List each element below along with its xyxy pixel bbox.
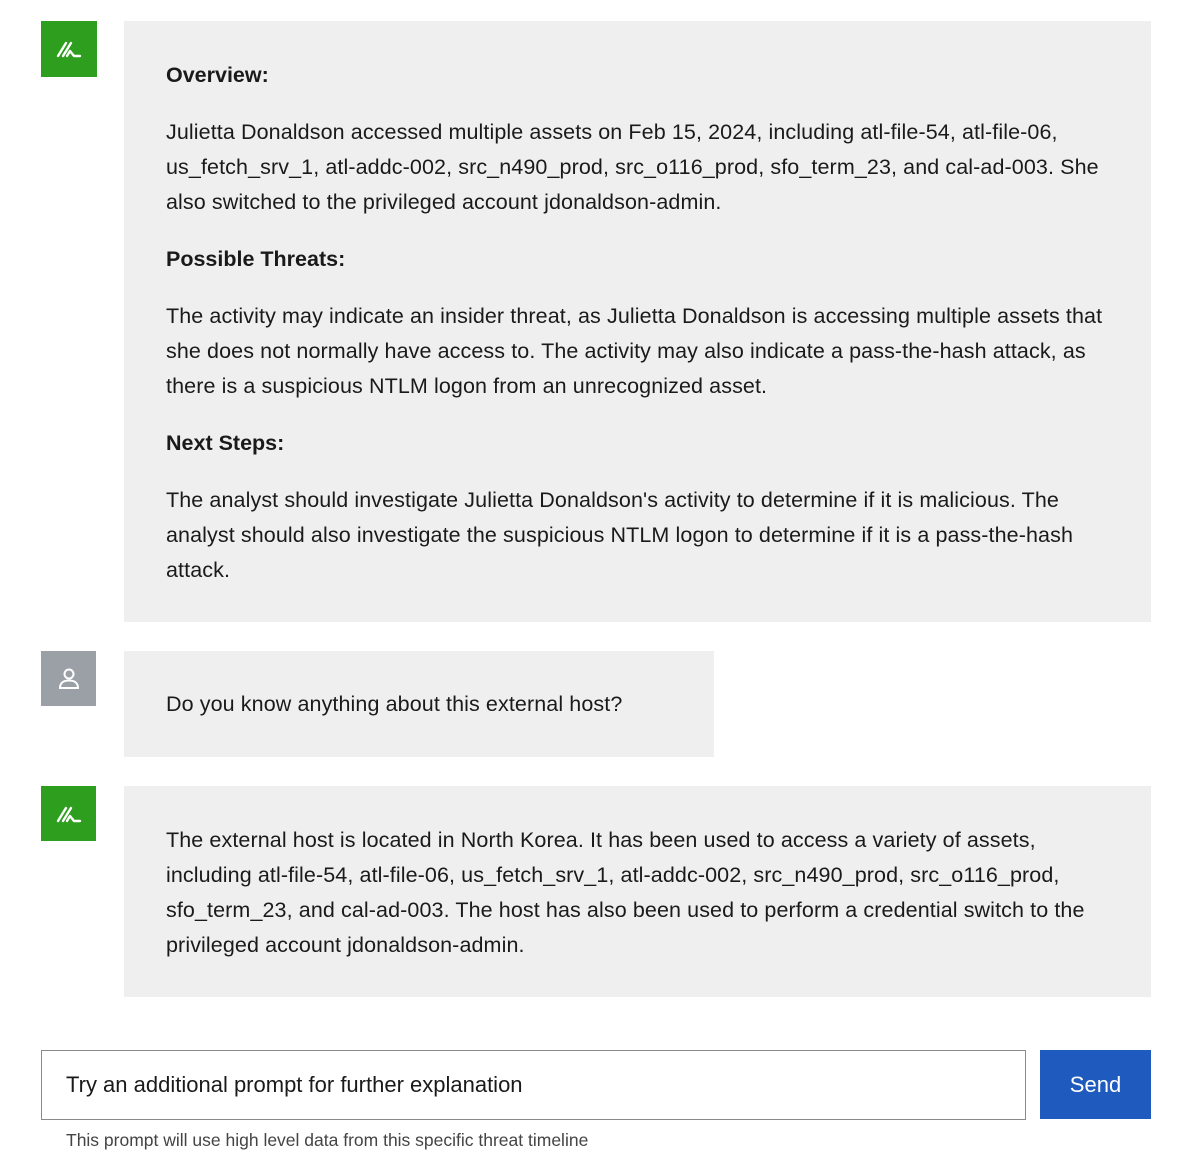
next-steps-text: The analyst should investigate Julietta Donaldson's activity to determine if it is malicious. The analyst should also investigate the suspicious NTLM logon to determine if it is a pass-the-hash attack. xyxy=(166,488,1073,582)
assistant-message-text: The external host is located in North Korea. It has been used to access a variety of assets, including atl-file-54, atl-file-06, us_fetch_srv_1, atl-addc-002, src_n490_prod, src_o116_prod, sfo_term_23, and cal-ad-003. The host has also been used to perform a credential switch to the privileged account jdonaldson-admin. xyxy=(166,828,1085,957)
prompt-hint: This prompt will use high level data from this specific threat timeline xyxy=(66,1130,589,1150)
overview-text: Julietta Donaldson accessed multiple assets on Feb 15, 2024, including atl-file-54, atl-file-06, us_fetch_srv_1, atl-addc-002, src_n490_prod, src_o116_prod, sfo_term_23, and cal-ad-003. She also switched to the privileged account jdonaldson-admin. xyxy=(166,120,1099,214)
user-message-text: Do you know anything about this external host? xyxy=(166,692,623,716)
assistant-logo-icon xyxy=(54,799,84,829)
send-button[interactable]: Send xyxy=(1040,1050,1151,1119)
possible-threats-text: The activity may indicate an insider threat, as Julietta Donaldson is accessing multiple assets that she does not normally have access to. The activity may also indicate a pass-the-hash attack, as there is a suspicious NTLM logon from an unrecognized asset. xyxy=(166,304,1103,398)
prompt-input[interactable] xyxy=(41,1050,1026,1120)
assistant-logo-icon xyxy=(54,34,84,64)
next-steps-heading: Next Steps: xyxy=(166,431,285,455)
assistant-message xyxy=(124,21,1151,622)
assistant-avatar xyxy=(41,21,97,77)
assistant-message xyxy=(124,786,1151,997)
user-icon xyxy=(56,666,82,692)
user-message xyxy=(124,651,714,757)
possible-threats-heading: Possible Threats: xyxy=(166,247,346,271)
assistant-avatar xyxy=(41,786,96,841)
user-avatar xyxy=(41,651,96,706)
overview-heading: Overview: xyxy=(166,63,269,87)
